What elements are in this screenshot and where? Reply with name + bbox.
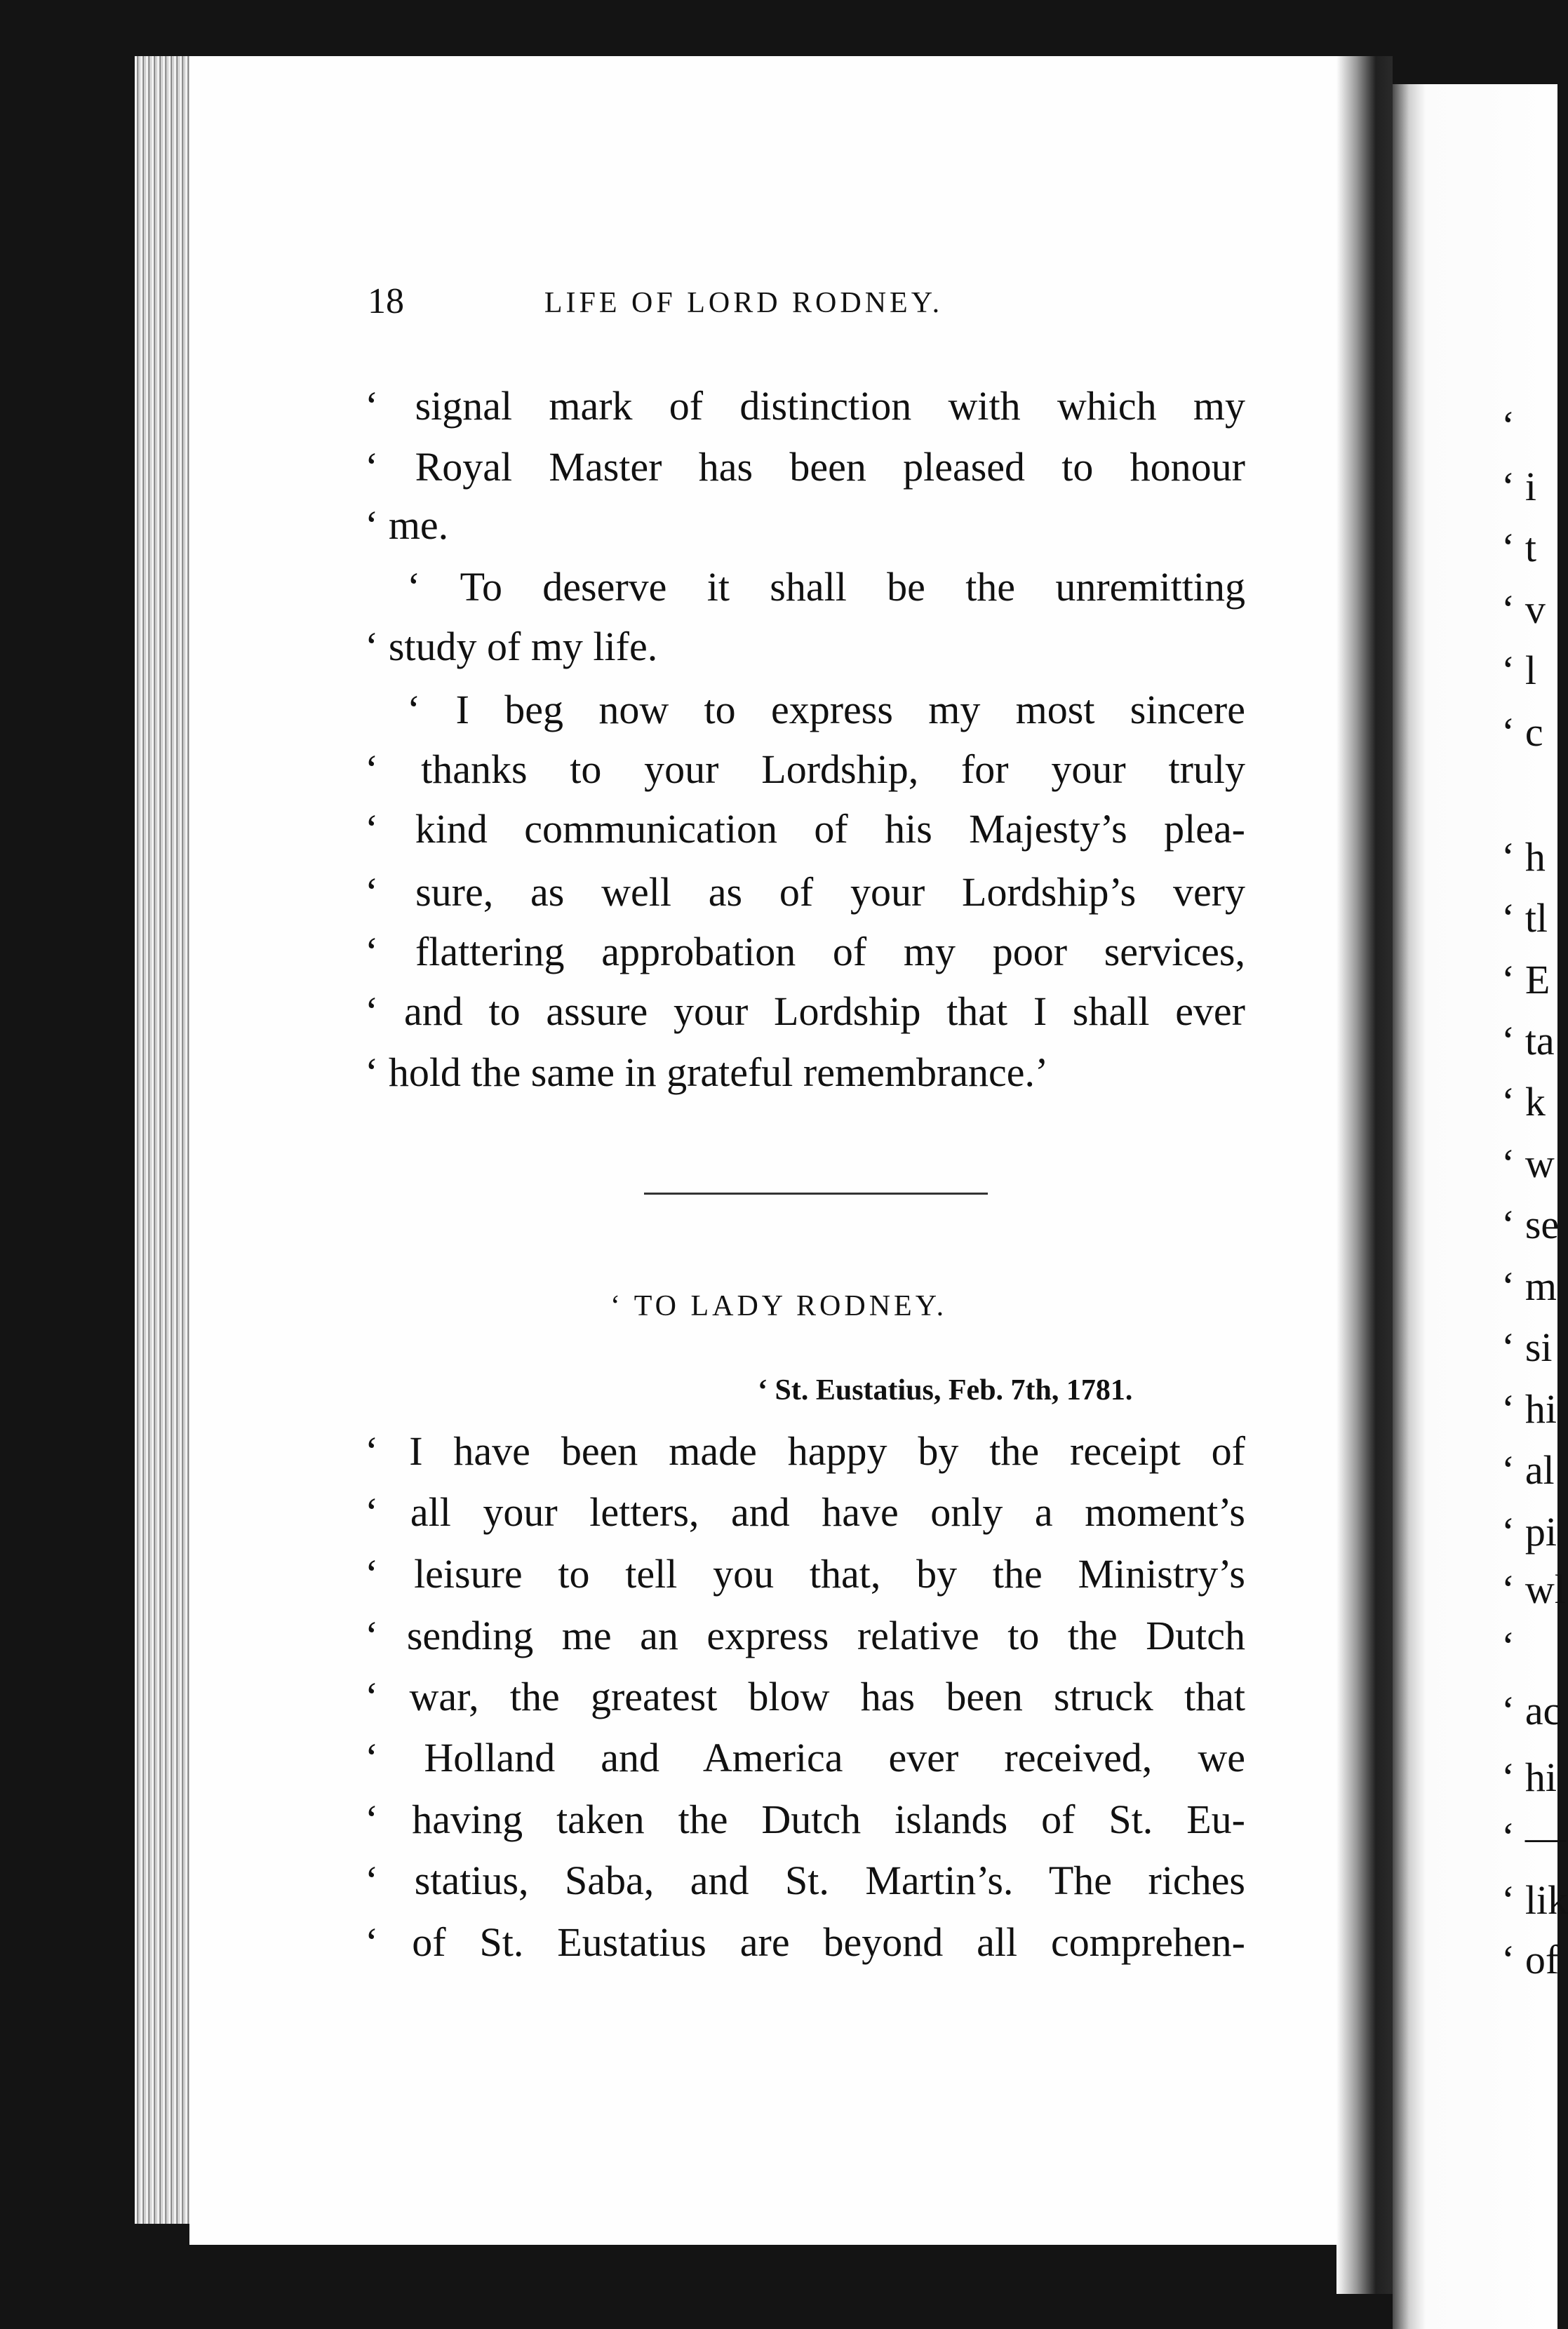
body-line-7: ‘ thanks to your Lordship, for your truly <box>365 746 1245 792</box>
letter-line-5: ‘ war, the greatest blow has been struck that <box>365 1674 1245 1719</box>
letter-line-6: ‘ Holland and America ever received, we <box>365 1735 1245 1780</box>
facing-fragment-18: ‘ pi <box>1501 1509 1557 1555</box>
letter-dateline: ‘ St. Eustatius, Feb. 7th, 1781. <box>758 1374 1133 1407</box>
body-line-2: ‘ Royal Master has been pleased to honour <box>365 444 1245 490</box>
facing-fragment-5: ‘ l <box>1501 647 1536 693</box>
body-line-8: ‘ kind communication of his Majesty’s plea- <box>365 806 1245 852</box>
facing-fragment-2: ‘ i <box>1501 464 1536 509</box>
facing-fragment-9: ‘ E <box>1501 957 1550 1002</box>
facing-fragment-21: ‘ ac <box>1501 1688 1562 1733</box>
body-line-4: ‘ To deserve it shall be the unremitting <box>407 564 1245 610</box>
facing-fragment-10: ‘ ta <box>1501 1018 1555 1063</box>
letter-line-2: ‘ all your letters, and have only a moment’s <box>365 1489 1245 1535</box>
section-divider <box>644 1193 988 1195</box>
letter-line-8: ‘ statius, Saba, and St. Martin’s. The riches <box>365 1858 1245 1903</box>
letter-line-3: ‘ leisure to tell you that, by the Ministry’s <box>365 1551 1245 1597</box>
facing-fragment-7: ‘ h <box>1501 834 1546 880</box>
page-number: 18 <box>368 281 404 321</box>
facing-fragment-11: ‘ k <box>1501 1079 1546 1125</box>
facing-fragment-23: ‘ — <box>1501 1814 1566 1860</box>
facing-fragment-24: ‘ lik <box>1501 1877 1568 1923</box>
facing-fragment-22: ‘ hi <box>1501 1754 1557 1800</box>
facing-fragment-14: ‘ m <box>1501 1263 1557 1309</box>
facing-fragment-8: ‘ tl <box>1501 895 1548 941</box>
body-line-6: ‘ I beg now to express my most sincere <box>407 687 1245 732</box>
facing-fragment-25: ‘ of <box>1501 1937 1560 1982</box>
body-line-12: ‘ hold the same in grateful remembrance.’ <box>365 1049 1049 1095</box>
facing-fragment-17: ‘ al <box>1501 1447 1555 1493</box>
facing-fragment-12: ‘ w <box>1501 1141 1555 1186</box>
letter-line-9: ‘ of St. Eustatius are beyond all comprehen- <box>365 1919 1245 1965</box>
facing-fragment-20: ‘ <box>1501 1623 1515 1669</box>
body-line-9: ‘ sure, as well as of your Lordship’s very <box>365 869 1245 915</box>
letter-line-1: ‘ I have been made happy by the receipt of <box>365 1428 1245 1474</box>
facing-fragment-6: ‘ c <box>1501 709 1543 755</box>
letter-line-7: ‘ having taken the Dutch islands of St. Eu- <box>365 1797 1245 1842</box>
book-gutter <box>1336 56 1393 2294</box>
running-head: LIFE OF LORD RODNEY. <box>544 287 944 319</box>
page-edge <box>135 56 198 2224</box>
facing-fragment-16: ‘ hi <box>1501 1386 1557 1432</box>
facing-fragment-13: ‘ se <box>1501 1202 1560 1247</box>
letter-heading: ‘ TO LADY RODNEY. <box>610 1290 948 1322</box>
facing-fragment-1: ‘ <box>1501 403 1515 448</box>
body-line-5: ‘ study of my life. <box>365 624 658 669</box>
facing-fragment-15: ‘ si <box>1501 1324 1553 1370</box>
facing-fragment-3: ‘ t <box>1501 525 1536 570</box>
body-line-3: ‘ me. <box>365 502 449 548</box>
facing-fragment-4: ‘ v <box>1501 586 1546 632</box>
body-line-1: ‘ signal mark of distinction with which my <box>365 383 1245 429</box>
body-line-10: ‘ flattering approbation of my poor services, <box>365 929 1245 974</box>
body-line-11: ‘ and to assure your Lordship that I shall ever <box>365 988 1245 1034</box>
facing-fragment-19: ‘ wl <box>1501 1566 1566 1612</box>
letter-line-4: ‘ sending me an express relative to the Dutch <box>365 1613 1245 1658</box>
